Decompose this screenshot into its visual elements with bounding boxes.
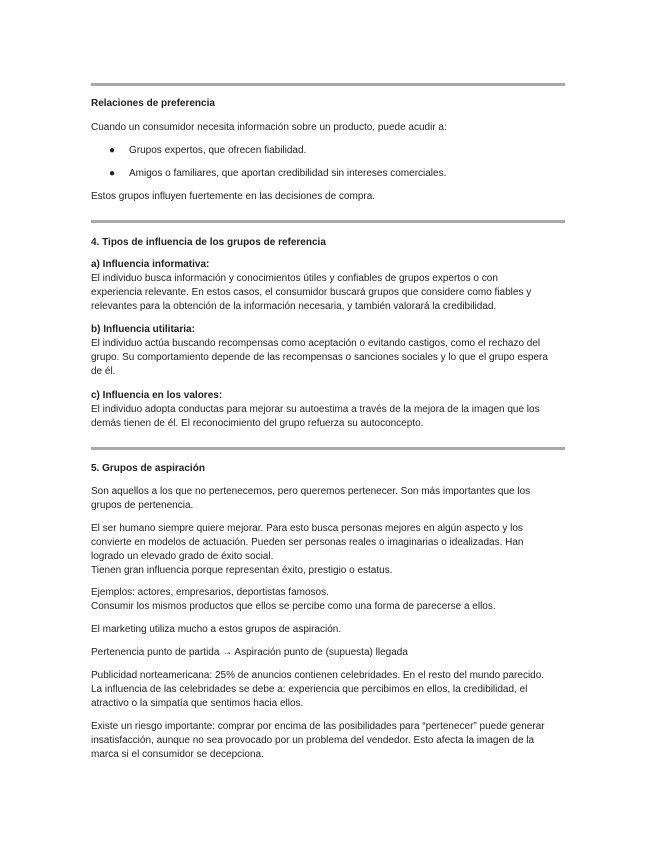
paragraph: Estos grupos influyen fuertemente en las decisiones de compra. [91,191,376,202]
paragraph-line: El individuo adopta conductas para mejorar su autoestima a través de la mejora de la imagen que los [91,404,540,415]
section-heading: Relaciones de preferencia [91,98,215,109]
paragraph-line: El individuo busca información y conocimientos útiles y confiables de grupos expertos o con [91,273,498,284]
section-heading: 4. Tipos de influencia de los grupos de referencia [91,237,326,248]
paragraph-line: grupo. Su comportamiento depende de las recompensas o sanciones sociales y lo que el grupo espera [91,352,548,363]
paragraph-line: de él. [91,366,116,377]
paragraph-line: relevantes para la obtención de la información necesaria, y también valorará la credibilidad. [91,301,497,312]
paragraph-line: Son aquellos a los que no pertenecemos, pero queremos pertenecer. Son más importantes que los [91,486,531,497]
paragraph: Cuando un consumidor necesita información sobre un producto, puede acudir a: [91,122,447,133]
list-item [91,144,565,158]
section-divider [91,220,565,223]
paragraph-line: Consumir los mismos productos que ellos se percibe como una forma de parecerse a ellos. [91,601,496,612]
section-divider [91,447,565,450]
section-heading: 5. Grupos de aspiración [91,463,205,474]
bullet-icon: ● [109,168,116,179]
paragraph: Pertenencia punto de partida → Aspiración punto de (supuesta) llegada [91,647,408,658]
bullet-icon: ● [109,145,116,156]
paragraph-line: demás tienen de él. El reconocimiento del grupo refuerza su autoconcepto. [91,418,424,429]
paragraph-line: Publicidad norteamericana: 25% de anuncios contienen celebridades. En el resto del mundo parecido. [91,670,545,681]
paragraph-line: Tienen gran influencia porque representan éxito, prestigio o estatus. [91,565,393,576]
paragraph-line: logrado un elevado grado de éxito social. [91,551,274,562]
subheading: c) Influencia en los valores: [91,390,223,401]
subheading: a) Influencia informativa: [91,259,210,270]
paragraph-line: convierte en modelos de actuación. Pueden ser personas reales o imaginarias o idealizadas. Han [91,537,524,548]
paragraph: El marketing utiliza mucho a estos grupos de aspiración. [91,624,342,635]
paragraph-line: Ejemplos: actores, empresarios, deportistas famosos. [91,587,329,598]
paragraph-line: El ser humano siempre quiere mejorar. Para esto busca personas mejores en algún aspecto y los [91,523,523,534]
list-item [91,167,565,181]
paragraph-line: atractivo o la simpatía que sentimos hacia ellos. [91,698,304,709]
list-item-text: Amigos o familiares, que aportan credibilidad sin intereses comerciales. [129,168,447,179]
section-divider [91,83,565,86]
paragraph-line: Existe un riesgo importante: comprar por encima de las posibilidades para “pertenecer” puede generar [91,721,545,732]
paragraph-line: El individuo actúa buscando recompensas como aceptación o evitando castigos, como el rechazo del [91,338,541,349]
paragraph-line: grupos de pertenencia. [91,500,194,511]
list-item-text: Grupos expertos, que ofrecen fiabilidad. [129,145,307,156]
paragraph-line: insatisfacción, aunque no sea provocado por un problema del vendedor. Esto afecta la imagen de la [91,735,535,746]
paragraph-line: experiencia relevante. En estos casos, el consumidor buscará grupos que considere como fiables y [91,287,532,298]
paragraph-line: La influencia de las celebridades se debe a: experiencia que percibimos en ellos, la credibilidad, el [91,684,528,695]
paragraph-line: marca si el consumidor se decepciona. [91,749,264,760]
subheading: b) Influencia utilitaria: [91,324,195,335]
